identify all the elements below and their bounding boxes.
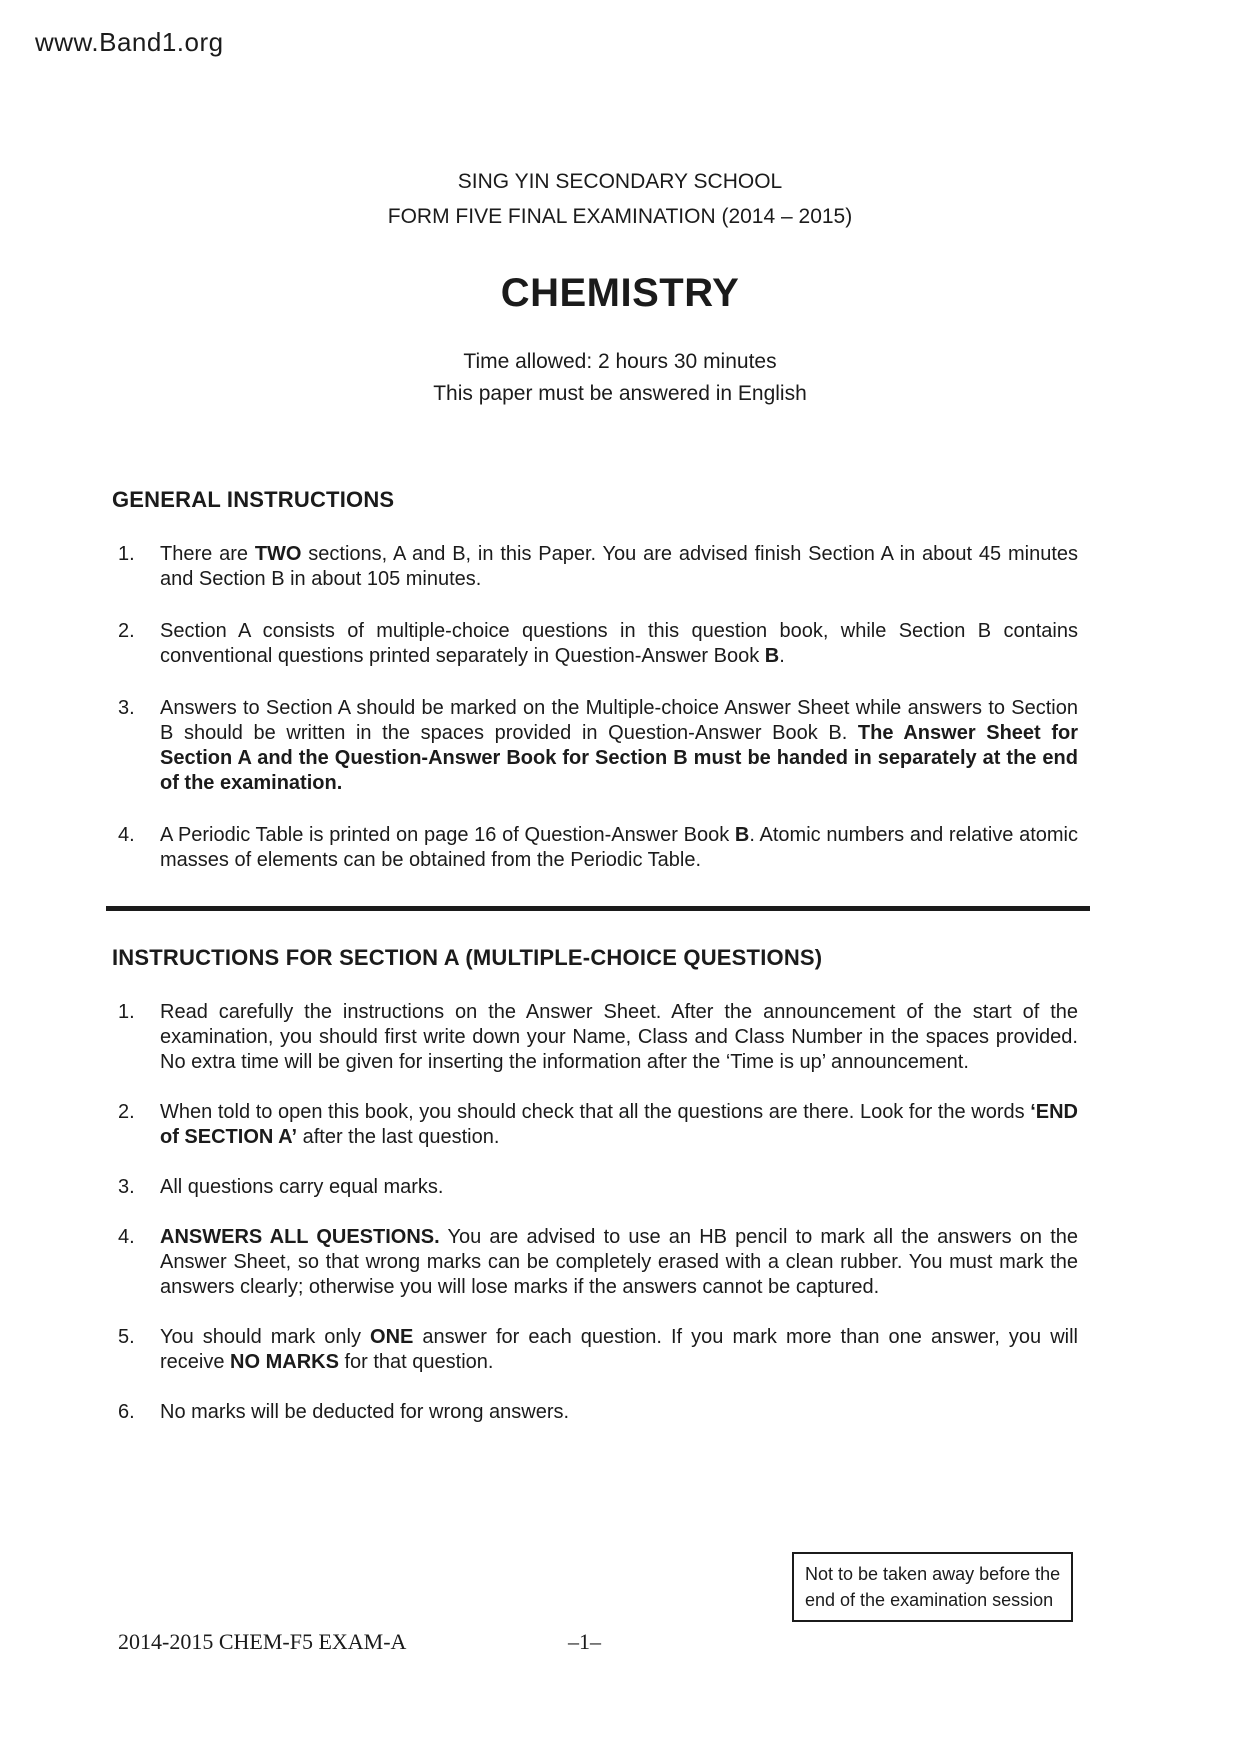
item-number: 2. (118, 620, 135, 642)
time-allowed-note: Time allowed: 2 hours 30 minutes (463, 350, 777, 373)
section-a-instruction-item-6 (112, 1400, 1078, 1425)
item-number: 5. (118, 1326, 135, 1348)
retention-notice-line-2: end of the examination session (805, 1590, 1054, 1610)
item-number: 4. (118, 1226, 135, 1248)
section-a-instruction-item-1 (112, 1000, 1078, 1075)
item-text: When told to open this book, you should check that all the questions are there. Look for the words ‘END of SECTION A’ after the last question. (160, 1101, 1078, 1148)
item-text: No marks will be deducted for wrong answers. (160, 1401, 570, 1423)
exam-title: FORM FIVE FINAL EXAMINATION (2014 – 2015) (387, 205, 853, 228)
item-number: 1. (118, 543, 135, 565)
section-a-instructions-section (112, 944, 1078, 1450)
section-a-instruction-item-5 (112, 1325, 1078, 1375)
item-text: You should mark only ONE answer for each question. If you mark more than one answer, you will receive NO MARKS for that question. (160, 1326, 1079, 1373)
watermark-url: www.Band1.org (35, 27, 224, 57)
section-divider-rule (106, 906, 1090, 911)
footer-document-code: 2014-2015 CHEM-F5 EXAM-A (118, 1629, 407, 1654)
footer-page-number: –1– (568, 1629, 601, 1654)
general-instruction-item-2 (112, 619, 1078, 669)
section-a-instruction-item-3 (112, 1175, 1078, 1200)
item-text: All questions carry equal marks. (160, 1176, 444, 1198)
general-instructions-title: GENERAL INSTRUCTIONS (112, 487, 395, 512)
item-text: ANSWERS ALL QUESTIONS. You are advised to use an HB pencil to mark all the answers on the Answer Sheet, so that wrong marks can be completely erased with a clean rubber. You must mark the answers clearly; otherwise you will lose marks if the answers cannot be captured. (160, 1226, 1079, 1298)
section-a-instruction-item-4 (112, 1225, 1078, 1300)
item-text: A Periodic Table is printed on page 16 of Question-Answer Book B. Atomic numbers and relative atomic masses of elements can be obtained from the Periodic Table. (160, 824, 1079, 871)
item-number: 6. (118, 1401, 135, 1423)
retention-notice-box (792, 1552, 1073, 1622)
section-a-instructions-title: INSTRUCTIONS FOR SECTION A (MULTIPLE-CHOICE QUESTIONS) (112, 945, 823, 970)
general-instruction-item-3 (112, 696, 1078, 796)
item-text: Section A consists of multiple-choice questions in this question book, while Section B contains conventional questions printed separately in Question-Answer Book B. (160, 620, 1078, 667)
language-note: This paper must be answered in English (433, 382, 807, 405)
item-number: 4. (118, 824, 135, 846)
general-instruction-item-1 (112, 542, 1078, 592)
item-text: Read carefully the instructions on the Answer Sheet. After the announcement of the start of the examination, you should first write down your Name, Class and Class Number in the spaces provided. No extra time will be given for inserting the information after the ‘Time is up’ announcement. (160, 1001, 1078, 1073)
general-instruction-item-4 (112, 823, 1078, 873)
item-text: Answers to Section A should be marked on the Multiple-choice Answer Sheet while answers to Section B should be written in the spaces provided in Question-Answer Book B. The Answer Sheet for Section A and the Question-Answer Book for Section B must be handed in separately at the end of the examination. (160, 697, 1079, 794)
item-number: 3. (118, 697, 135, 719)
subject-title: CHEMISTRY (500, 271, 740, 315)
item-number: 1. (118, 1001, 135, 1023)
section-a-instruction-item-2 (112, 1100, 1078, 1150)
retention-notice-line-1: Not to be taken away before the (805, 1564, 1061, 1584)
school-name: SING YIN SECONDARY SCHOOL (457, 170, 783, 193)
item-text: There are TWO sections, A and B, in this Paper. You are advised finish Section A in about 45 minutes and Section B in about 105 minutes. (160, 543, 1079, 590)
item-number: 2. (118, 1101, 135, 1123)
general-instructions-section (112, 486, 1078, 900)
item-number: 3. (118, 1176, 135, 1198)
